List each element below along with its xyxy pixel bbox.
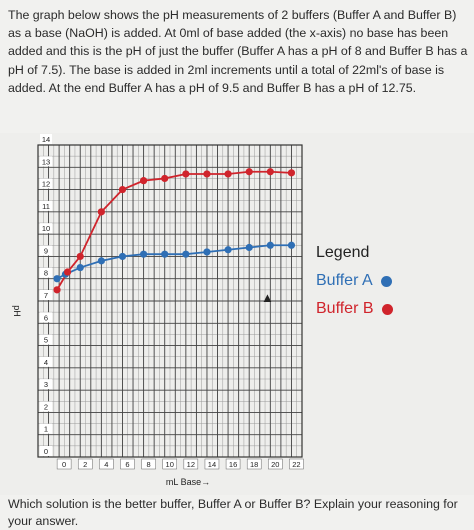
data-point-buffer-b (203, 170, 210, 177)
y-tick-label: 13 (41, 157, 51, 167)
y-tick-label: 6 (43, 313, 49, 323)
data-point-buffer-a (140, 251, 147, 258)
x-tick-label: 0 (62, 460, 67, 469)
red-dot-icon (382, 304, 393, 315)
data-point-buffer-b (224, 170, 231, 177)
data-point-buffer-b (119, 186, 126, 193)
y-tick-label: 8 (43, 268, 49, 278)
legend (316, 242, 466, 326)
data-point-buffer-b (246, 168, 253, 175)
y-tick-label: 10 (41, 224, 51, 234)
x-tick-label: 2 (83, 460, 88, 469)
x-tick-label: 6 (125, 460, 130, 469)
x-tick-label: 22 (292, 460, 301, 469)
legend-title: Legend (316, 244, 370, 261)
data-point-buffer-b (77, 253, 84, 260)
data-point-buffer-a (267, 242, 274, 249)
y-tick-label: 3 (43, 380, 49, 390)
y-tick-label: 11 (42, 201, 50, 211)
x-tick-label: 14 (207, 460, 217, 469)
y-axis-label: pH (12, 305, 22, 317)
data-point-buffer-a (224, 246, 231, 253)
data-point-buffer-a (53, 275, 60, 282)
y-tick-label: 14 (41, 135, 51, 144)
y-tick-label: 4 (43, 357, 49, 367)
y-tick-label: 1 (43, 424, 49, 434)
y-tick-label: 0 (43, 447, 49, 456)
x-tick-label: 8 (146, 460, 151, 469)
x-tick-label: 12 (186, 460, 196, 469)
data-point-buffer-a (182, 251, 189, 258)
data-point-buffer-b (53, 286, 60, 293)
intro-paragraph: The graph below shows the pH measurements of 2 buffers (Buffer A and Buffer B) as a base (NaOH) is added. At 0ml of base added (the x-axis) no base has been added and this is the pH of just the buffer (Buffer A has a pH of 8 and Buffer B has a pH of 7.5). The base is added in 2ml increments until a total of 22ml's of base is added. At the end Buffer A has a pH of 9.5 and Buffer B has a pH of 12.75. (8, 8, 468, 95)
data-point-buffer-b (98, 208, 105, 215)
data-point-buffer-a (77, 264, 84, 271)
data-point-buffer-a (119, 253, 126, 260)
x-tick-label: 4 (104, 460, 109, 469)
mouse-cursor-icon: ▲ (261, 290, 274, 305)
legend-label-buffer-a: Buffer A (316, 272, 373, 289)
y-tick-label: 5 (43, 335, 49, 345)
data-point-buffer-a (246, 244, 253, 251)
x-tick-label: 18 (250, 460, 259, 469)
x-tick-label: 10 (165, 460, 174, 469)
data-point-buffer-b (161, 175, 168, 182)
data-point-buffer-b (182, 170, 189, 177)
y-tick-label: 2 (43, 402, 49, 412)
legend-item-buffer-b (316, 298, 466, 320)
blue-dot-icon (381, 276, 392, 287)
legend-label-buffer-b: Buffer B (316, 300, 374, 317)
data-point-buffer-a (161, 251, 168, 258)
y-tick-label: 12 (41, 179, 51, 189)
data-point-buffer-b (267, 168, 274, 175)
data-point-buffer-a (203, 248, 210, 255)
y-tick-label: 9 (43, 246, 49, 256)
data-point-buffer-a (288, 242, 295, 249)
legend-item-buffer-a (316, 270, 466, 292)
x-tick-label: 16 (228, 460, 238, 469)
data-point-buffer-b (64, 268, 71, 275)
question-text: Which solution is the better buffer, Buffer A or Buffer B? Explain your reasoning for your answer. (8, 497, 458, 528)
data-point-buffer-a (98, 257, 105, 264)
data-point-buffer-b (288, 169, 295, 176)
data-point-buffer-b (140, 177, 147, 184)
x-axis-label: mL Base→ (165, 477, 211, 487)
y-tick-label: 7 (43, 291, 49, 300)
x-tick-label: 20 (271, 460, 280, 469)
